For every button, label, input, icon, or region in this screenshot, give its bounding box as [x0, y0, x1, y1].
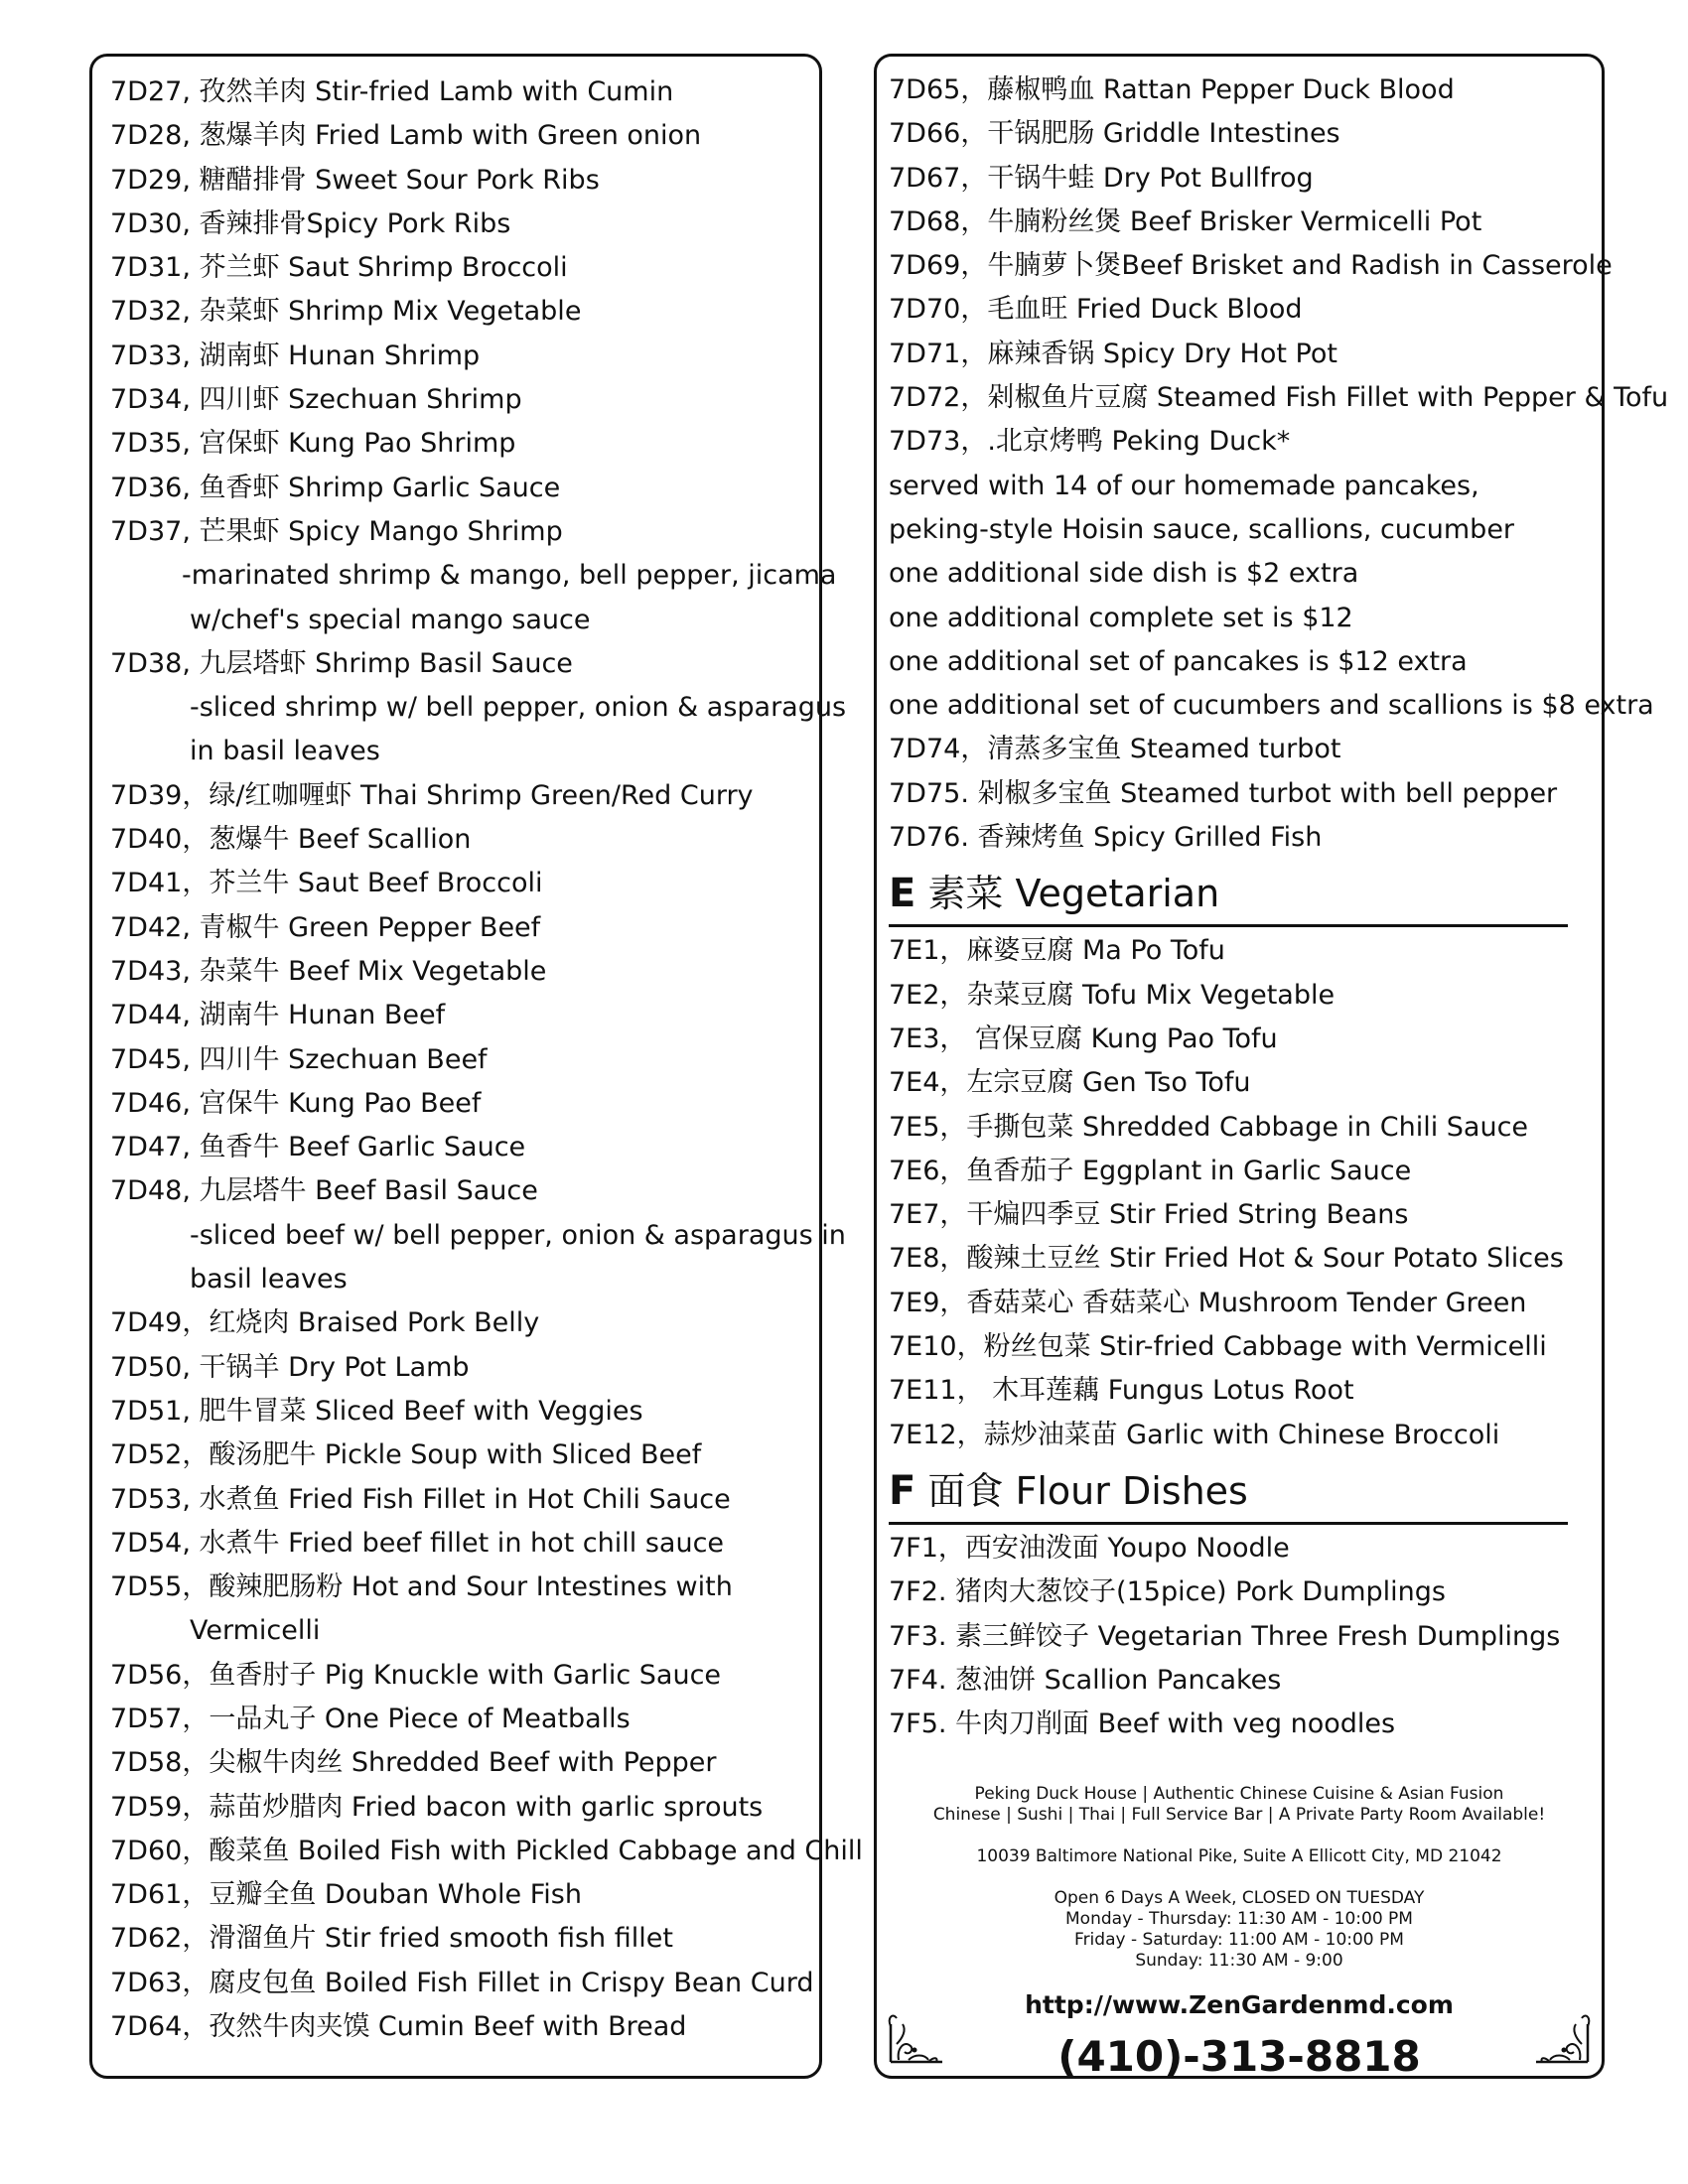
section-letter: E — [889, 871, 916, 917]
menu-item: 7D32, 杂菜虾 Shrimp Mix Vegetable — [110, 296, 582, 328]
menu-item: 7D48, 九层塔牛 Beef Basil Sauce — [110, 1175, 538, 1207]
menu-item: 7D47, 鱼香牛 Beef Garlic Sauce — [110, 1132, 526, 1163]
menu-item: 7E11， 木耳莲藕 Fungus Lotus Root — [889, 1375, 1354, 1407]
menu-item: 7E6，鱼香茄子 Eggplant in Garlic Sauce — [889, 1155, 1412, 1186]
menu-item: 7D72，剁椒鱼片豆腐 Steamed Fish Fillet with Pepper & Tofu — [889, 382, 1669, 414]
menu-item: 7D30, 香辣排骨Spicy Pork Ribs — [110, 207, 511, 239]
menu-item-description: in basil leaves — [190, 736, 380, 767]
hours-line: Monday - Thursday: 11:30 AM - 10:00 PM — [1065, 1909, 1413, 1929]
menu-item: 7E1，麻婆豆腐 Ma Po Tofu — [889, 935, 1225, 967]
tagline-line-2: Chinese | Sushi | Thai | Full Service Bar | A Private Party Room Available! — [932, 1805, 1546, 1825]
menu-item: 7F4. 葱油饼 Scallion Pancakes — [889, 1664, 1282, 1696]
menu-item: 7D53, 水煮鱼 Fried Fish Fillet in Hot Chili Sauce — [110, 1483, 731, 1515]
menu-item: 7F2. 猪肉大葱饺子(15pice) Pork Dumplings — [889, 1576, 1446, 1608]
menu-item: 7D33, 湖南虾 Hunan Shrimp — [110, 340, 481, 371]
menu-item: 7D61，豆瓣全鱼 Douban Whole Fish — [110, 1879, 582, 1911]
menu-item: 7D57，一品丸子 One Piece of Meatballs — [110, 1703, 631, 1734]
phone-number[interactable]: (410)-313-8818 — [1057, 2032, 1421, 2081]
website-url[interactable]: http://www.ZenGardenmd.com — [1025, 1990, 1454, 2019]
left-menu-panel — [89, 54, 863, 2079]
menu-item: 7D52，酸汤肥牛 Pickle Soup with Sliced Beef — [110, 1439, 702, 1471]
menu-item-description: w/chef's special mango sauce — [190, 604, 591, 635]
menu-item-description: basil leaves — [190, 1264, 348, 1296]
menu-item: 7D27, 孜然羊肉 Stir-fried Lamb with Cumin — [110, 76, 674, 107]
section-title: 面食 Flour Dishes — [927, 1468, 1248, 1513]
menu-item: 7D58，尖椒牛肉丝 Shredded Beef with Pepper — [110, 1747, 717, 1779]
menu-item: 7D75. 剁椒多宝鱼 Steamed turbot with bell pepper — [889, 777, 1558, 809]
menu-item-description: -marinated shrimp & mango, bell pepper, jicama — [182, 560, 837, 592]
menu-item: 7D56，鱼香肘子 Pig Knuckle with Garlic Sauce — [110, 1659, 722, 1691]
menu-item: 7E12，蒜炒油菜苗 Garlic with Chinese Broccoli — [889, 1419, 1500, 1450]
menu-item: 7D35, 宫保虾 Kung Pao Shrimp — [110, 428, 516, 460]
hours-title: Open 6 Days A Week, CLOSED ON TUESDAY — [1054, 1888, 1425, 1908]
menu-item: 7D42, 青椒牛 Green Pepper Beef — [110, 911, 541, 943]
menu-item: 7E3， 宫保豆腐 Kung Pao Tofu — [889, 1023, 1278, 1054]
menu-item: 7D36, 鱼香虾 Shrimp Garlic Sauce — [110, 472, 561, 503]
menu-item: 7D38, 九层塔虾 Shrimp Basil Sauce — [110, 647, 573, 679]
menu-item: served with 14 of our homemade pancakes, — [889, 470, 1479, 501]
menu-item: 7D54, 水煮牛 Fried beef fillet in hot chill sauce — [110, 1527, 725, 1559]
menu-item: 7D65，藤椒鸭血 Rattan Pepper Duck Blood — [889, 74, 1455, 105]
menu-item: 7D70，毛血旺 Fried Duck Blood — [889, 294, 1303, 326]
menu-item: 7D63，腐皮包鱼 Boiled Fish Fillet in Crispy Bean Curd — [110, 1967, 814, 1998]
menu-item: 7D68，牛腩粉丝煲 Beef Brisker Vermicelli Pot — [889, 205, 1482, 237]
menu-item: 7D59，蒜苗炒腊肉 Fried bacon with garlic sprouts — [110, 1791, 764, 1823]
menu-item: 7E2，杂菜豆腐 Tofu Mix Vegetable — [889, 979, 1336, 1011]
menu-item-description: Vermicelli — [190, 1615, 321, 1647]
menu-item: 7F5. 牛肉刀削面 Beef with veg noodles — [889, 1708, 1396, 1740]
hours-line: Sunday: 11:30 AM - 9:00 — [1135, 1951, 1343, 1971]
section-divider — [889, 1522, 1568, 1525]
left-menu-list — [110, 70, 863, 2049]
menu-item: 7D51, 肥牛冒菜 Sliced Beef with Veggies — [110, 1395, 643, 1427]
section-letter: F — [889, 1467, 916, 1514]
menu-item: 7E8，酸辣土豆丝 Stir Fried Hot & Sour Potato Slices — [889, 1243, 1564, 1275]
menu-item: 7D45, 四川牛 Szechuan Beef — [110, 1043, 488, 1075]
menu-item: 7D28, 葱爆羊肉 Fried Lamb with Green onion — [110, 120, 702, 152]
menu-item: 7F3. 素三鲜饺子 Vegetarian Three Fresh Dumplings — [889, 1620, 1561, 1652]
menu-item: 7D73，.北京烤鸭 Peking Duck* — [889, 426, 1291, 458]
section-divider — [889, 924, 1568, 927]
floral-corner-ornament-icon — [885, 2004, 948, 2068]
menu-item: one additional set of pancakes is $12 extra — [889, 645, 1468, 677]
address: 10039 Baltimore National Pike, Suite A Ellicott City, MD 21042 — [976, 1846, 1502, 1866]
section-title: 素菜 Vegetarian — [927, 872, 1220, 916]
menu-item: 7D41，芥兰牛 Saut Beef Broccoli — [110, 868, 543, 899]
menu-item: 7E7，干煸四季豆 Stir Fried String Beans — [889, 1199, 1409, 1231]
menu-item: 7D67，干锅牛蛙 Dry Pot Bullfrog — [889, 162, 1314, 194]
menu-item: 7D37, 芒果虾 Spicy Mango Shrimp — [110, 515, 563, 547]
menu-item: 7D49，红烧肉 Braised Pork Belly — [110, 1307, 540, 1339]
tagline-line-1: Peking Duck House | Authentic Chinese Cuisine & Asian Fusion — [974, 1784, 1504, 1804]
menu-item: peking-style Hoisin sauce, scallions, cucumber — [889, 513, 1515, 545]
menu-item: one additional side dish is $2 extra — [889, 558, 1359, 590]
menu-item: 7D62，滑溜鱼片 Stir fried smooth fish fillet — [110, 1923, 673, 1955]
menu-item: 7E5，手撕包菜 Shredded Cabbage in Chili Sauce — [889, 1111, 1529, 1143]
menu-item: 7D55，酸辣肥肠粉 Hot and Sour Intestines with — [110, 1571, 733, 1603]
menu-item: 7D64，孜然牛肉夹馍 Cumin Beef with Bread — [110, 2011, 687, 2043]
menu-item: 7D50, 干锅羊 Dry Pot Lamb — [110, 1351, 470, 1383]
menu-item: 7D71，麻辣香锅 Spicy Dry Hot Pot — [889, 338, 1337, 369]
menu-item: 7D46, 宫保牛 Kung Pao Beef — [110, 1087, 482, 1119]
menu-item: one additional set of cucumbers and scallions is $8 extra — [889, 690, 1654, 722]
hours-line: Friday - Saturday: 11:00 AM - 10:00 PM — [1074, 1930, 1404, 1950]
menu-item: 7D31, 芥兰虾 Saut Shrimp Broccoli — [110, 252, 568, 284]
menu-item: 7D43, 杂菜牛 Beef Mix Vegetable — [110, 955, 547, 987]
menu-item: 7D60，酸菜鱼 Boiled Fish with Pickled Cabbage and Chill — [110, 1835, 863, 1866]
menu-item: 7E4，左宗豆腐 Gen Tso Tofu — [889, 1067, 1251, 1099]
menu-item: 7D40，葱爆牛 Beef Scallion — [110, 824, 472, 856]
section-heading-text — [889, 864, 1592, 923]
right-menu-panel — [874, 54, 1669, 2081]
menu-item: 7D29, 糖醋排骨 Sweet Sour Pork Ribs — [110, 164, 600, 196]
menu-item: 7F1，西安油泼面 Youpo Noodle — [889, 1532, 1290, 1564]
floral-corner-ornament-icon — [1530, 2004, 1594, 2068]
restaurant-footer — [877, 1784, 1602, 2085]
menu-item-description: -sliced shrimp w/ bell pepper, onion & asparagus — [190, 692, 847, 724]
menu-item: 7D44, 湖南牛 Hunan Beef — [110, 1000, 446, 1031]
section-heading — [889, 864, 1592, 929]
menu-item: 7D74，清蒸多宝鱼 Steamed turbot — [889, 734, 1341, 765]
menu-item-description: -sliced beef w/ bell pepper, onion & asparagus in — [190, 1219, 846, 1251]
menu-item: 7D34, 四川虾 Szechuan Shrimp — [110, 384, 522, 416]
section-heading — [889, 1461, 1592, 1527]
menu-item: 7E9，香菇菜心 香菇菜心 Mushroom Tender Green — [889, 1287, 1527, 1318]
menu-item: 7E10，粉丝包菜 Stir-fried Cabbage with Vermicelli — [889, 1331, 1547, 1363]
menu-item: 7D69，牛腩萝卜煲Beef Brisket and Radish in Casserole — [889, 250, 1613, 282]
menu-item: 7D66，干锅肥肠 Griddle Intestines — [889, 118, 1340, 150]
menu-item: 7D76. 香辣烤鱼 Spicy Grilled Fish — [889, 822, 1323, 854]
right-menu-list — [889, 68, 1669, 1746]
menu-item: one additional complete set is $12 — [889, 602, 1353, 633]
menu-item: 7D39，绿/红咖喱虾 Thai Shrimp Green/Red Curry — [110, 779, 754, 811]
section-heading-text — [889, 1461, 1592, 1521]
